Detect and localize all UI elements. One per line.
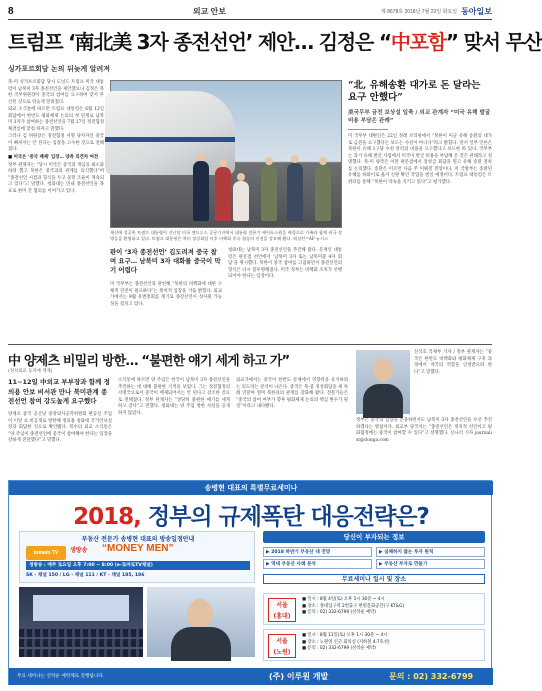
person-figure [193,161,209,221]
person-figure [315,165,331,221]
masthead [8,4,492,20]
lede-column [8,80,104,315]
article-column: 소식통에 따르면 양 주임은 한국이 남북미 3자 종전선언을 추진하는 데 대해 불편한 기색을 보였다. 그는 정전협정의 서명국으로서 중국이 배제되어서는 안 된다고 강조한 것으로 전해졌다. 정부 관계자는 “상당히 불편한 얘기를 세게 하고 갔다”고 전했다. 청와대는 양 주임 방한 사실을 공개하지 않았다. [118,378,230,416]
seminar-info [263,531,485,584]
main-kicker: 싱가포르회담 논의 뒤늦게 알려져 [8,65,110,73]
lede-paragraph: 외교 소식통에 따르면 트럼프 대통령은 6월 12일 회담에서 한반도 평화체제 논의의 첫 단계로 남북미 3자가 참여하는 종전선언을 7월 27일 정전협정 체결일에 맞춰 하자고 말했다. [8,107,104,132]
channel-list: SK - 채널 150 / LG - 채널 111 / KT - 채널 185, 186 [26,573,145,578]
person-figure [215,167,231,221]
benefit-item: ▶ 2018 하반기 부동산 대 전망 [263,547,372,557]
benefit-item: ▶ 역대 부동산 사례 분석 [263,559,372,569]
second-deck: 11~12일 中외교 부부장과 함께 정의용 안보 비서관 만나 북미관계 종전선언 참여 강도높게 요구했다 [8,378,110,405]
pull-quote: 판이 ‘3자 종전선언’ 김도려져 중국 참여 요구… 남북미 3자 대화를 중국이 막기 어렵다 [110,248,221,274]
person-figure [287,163,303,221]
seminar-photo [19,587,143,657]
second-kicker: (정치외교 등지에 게재) [8,369,53,374]
contact-phone: 문의 : 02) 332-6799 [389,672,474,681]
article-column: 미 국무부는 종전선언과 관련해 “북한의 비핵화에 대한 구체적 진전이 필요하다”는 원칙적 입장을 거듭 밝혔다. 외교가에서는 9월 유엔총회를 계기로 종전선언이 성사될 가능성을 점치고 있다. [110,282,222,307]
lede-subheading: ■ 미국은 ‘중국 배제’ 입장… 양측 의견차 여전 [8,155,99,161]
benefit-title: 당신이 부자되는 정보 [263,531,485,543]
newspaper-logo: 동아일보 [461,7,492,16]
venue-hongdae: 서울 (홍대) ■ 일시 : 8월 4일(토) 오후 1시 30분 ~ 4시 ■ 장소 : 홍대입구역 2번출구 한빛문화공간(구 KT&G) ■ 문의 : 02) 332-6799 (선착순 예약) [263,593,485,625]
show-name: “MONEY MEN” [102,543,174,554]
reporter-photo [356,350,410,414]
ad-title: 2018, 정부의 규제폭탄 대응전략은? [73,504,429,530]
sidebar-body: 미 국무부 대변인은 22일 정례 브리핑에서 “북한이 미군 유해 송환의 대가로 금전을 요구했다는 보도는 사실이 아니다”라고 밝혔다. 앞서 일부 언론은 북한이 유해 1구당 수천 달러의 비용을 요구했다고 보도한 바 있다. 국무부는 과거 유해 발굴 사업에서 미국이 발굴 비용을 부담해 온 것은 관례라고 설명했다. 북-미 양측은 이달 판문점에서 장성급 회담을 열고 유해 송환 절차를 논의했다. 송환은 이르면 다음 주 이뤄질 전망이다. 미 국방부는 송환된 유해를 하와이로 옮겨 신원 확인 작업을 벌일 예정이다. 트럼프 대통령은 트위터를 통해 “북한이 약속을 지키고 있다”고 평가했다. [348,134,492,185]
headline-emphasis: 中포함 [390,30,446,54]
lede-paragraph: 그러나 김 위원장은 정전협정 서명 당사자인 중국이 빠져서는 안 된다는 입장을 고수한 것으로 전해졌다. [8,134,104,153]
ad-footer [9,668,493,685]
ad-topbar: 송병현 대표의 특별무료세미나 [9,481,493,495]
news-photo [110,80,342,228]
article-column: 정부는 중국의 입장을 존중하면서도 남북미 3자 종전선언을 우선 추진하겠다는 방침이다. 외교부 당국자는 “종전선언은 정치적 선언이고 평화협정에는 중국이 참여할 수 있다”고 설명했다. 신나리 기자 journalist@donga.com [356,418,492,443]
lede-paragraph: 정부 관계자는 “당시 미국은 중국의 개입을 최소화하려 했고 북한은 중국과의 관계를 의식했다”며 “종전선언 시점과 형식을 두고 물밑 조율이 계속되고 있다”고 말했다. 청와대는 연내 종전선언을 목표로 한미 간 협의를 이어가고 있다. [8,162,104,194]
page-number: 8 [8,6,14,17]
article-column: 외교가에서는 중국이 한반도 문제에서 영향력을 유지하려는 의도라는 분석이 나온다. 중국은 북-중 정상회담을 세 차례 연달아 열며 북한과의 관계를 강화해 왔다. 전문가들은 “중국의 참여 여부가 향후 평화체제 논의의 핵심 변수가 될 것”이라고 내다봤다. [236,378,348,409]
sidebar-headline: “北, 유해송환 대가로 돈 달라는 요구 안했다” [348,80,481,103]
person-figure [233,181,249,221]
benefit-item: ▶ 부동산 부자로 만들기 [376,559,485,569]
article-column: 청와대는 남북미 3자 종전선언을 추진해 왔다. 문재인 대통령은 판문점 선언에서 ‘남북미 3자 또는 남북미중 4자 회담’을 명시했다. 북한이 중국 참여를 고집하면서 종전선언의 형식은 다시 불투명해졌다. 미국 정부는 비핵화 조치가 선행되어야 한다는 입장이다. [228,248,342,279]
live-label: 생방송 [70,547,88,554]
tv-logo: tomato TV [26,546,66,560]
venue-nowon: 서울 (노원) ■ 일시 : 8월 11일(토) 오후 1시 30분 ~ 4시 ■ 장소 : 노원역 인근 회의실 (지하철 4·7호선) ■ 문의 : 02) 332-6799 (선착순 예약) [263,629,485,661]
photo-caption: 재선에 성공한 트럼프 대통령이 지난달 미국 앤드루스 공군기지에서 대통령 전용기 에어포스원을 배경으로 가족과 함께 귀국 장병들을 환영하고 있다. 트럼프 대통령은 북미 정상회담 이후 비핵화 후속 협상의 진전을 강조해 왔다. 워싱턴=AP 뉴시스 [110,230,342,241]
person-figure [261,165,277,221]
issue-date: 제 8678호 2018년 7월 23일 화요일 [380,9,458,15]
benefit-list [263,547,485,569]
second-headline: 中 양제츠 비밀리 방한… “불편한 얘기 세게 하고 가” [8,354,290,369]
free-seminar-title: 무료세미나 일시 및 장소 [263,574,485,584]
venue-tag: 서울 (노원) [268,634,296,658]
benefit-item: ▶ 실패하지 않는 투자 원칙 [376,547,485,557]
reporter-byline: 신석호 국제부 기자 / 정부 관계자는 “중국은 한반도 비핵화와 평화체제 구축 과정에서 자국의 역할을 인정받으려 한다”고 말했다. [414,350,492,375]
sidebar-subhead: 美국무부 금전 보상설 일축 / 외교 관계자 “미국 유해 발굴 비용 부담은 관례” [348,110,491,124]
broadcast-heading: 부동산 전문가 송병현 대표의 방송일정안내 [81,536,195,543]
presenter-photo [147,587,255,657]
seminar-advertisement [8,480,492,685]
airplane-graphic [105,91,235,175]
broadcast-box [19,531,255,583]
article-column: 양제츠 중국 공산당 중앙외사공작위원회 판공실 주임이 이달 초 비공개로 방한해 정의용 청와대 국가안보실장과 회담한 것으로 확인됐다. 복수의 외교 소식통은 “양 주임이 종전선언에 중국이 참여해야 한다는 입장을 강하게 전달했다”고 말했다. [8,412,112,443]
organizer-name: (주) 이루원 개발 [269,672,329,681]
footer-note: 무료 세미나는 선착순 예약제로 진행됩니다. [17,674,105,679]
sidebar-story [348,80,492,338]
lede-paragraph: 북-미 싱가포르회담 당시 도널드 트럼프 미국 대통령이 남북미 3자 종전선언을 제안했으나 김정은 북한 국무위원장이 중국의 참여를 요구하며 맞서 무산된 것으로 뒤늦게 알려졌다. [8,80,104,105]
divider [348,129,388,130]
venue-tag: 서울 (홍대) [268,598,296,622]
broadcast-schedule: 생방송 : 매주 토요일 오후 7:00 ~ 8:00 (e-토마토TV채널) [26,561,250,570]
divider [8,344,492,345]
main-headline: 트럼프 ‘南北美 3자 종전선언’ 제안… 김정은 “中포함” 맞서 무산 [8,30,542,54]
section-title: 외교 안보 [192,7,227,16]
